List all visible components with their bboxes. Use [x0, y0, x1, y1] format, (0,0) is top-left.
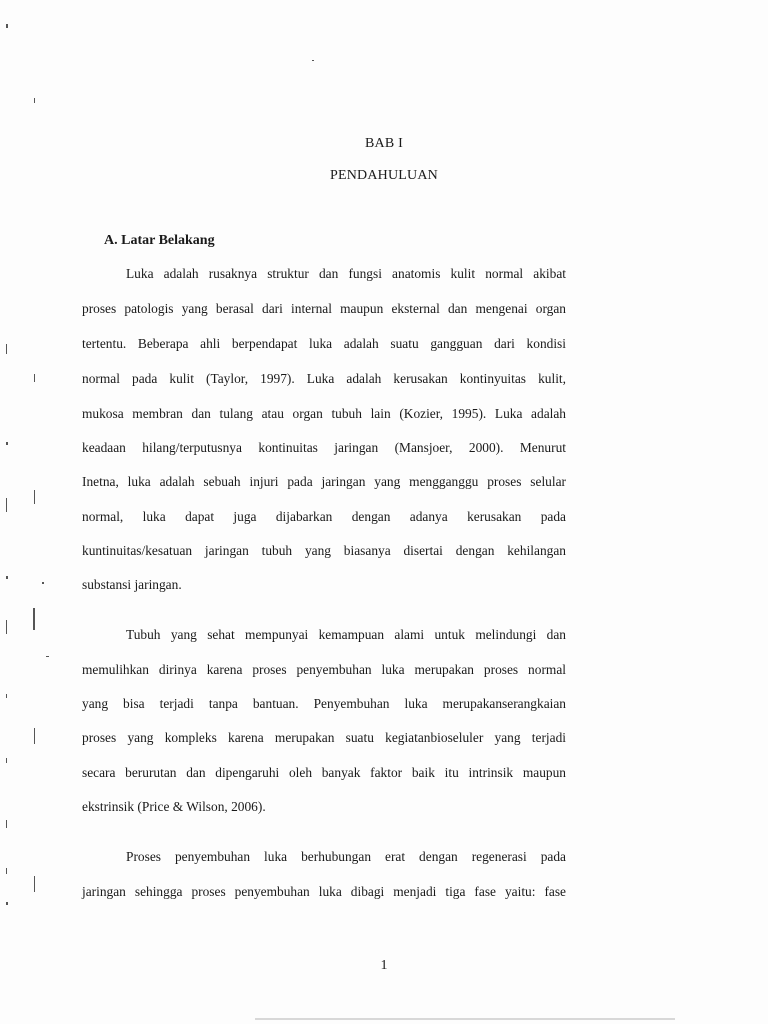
scan-speck: [6, 902, 8, 905]
scan-speck: [6, 758, 7, 763]
scan-speck: [34, 876, 35, 892]
chapter-title: PENDAHULUAN: [330, 168, 438, 183]
paragraph-1-line: Luka adalah rusaknya struktur dan fungsi anatomis kulit normal akibat: [126, 266, 566, 281]
scan-speck: [34, 490, 35, 504]
page-number: 1: [380, 958, 388, 973]
scan-edge: [255, 1018, 675, 1020]
scan-speck: [46, 656, 49, 657]
scan-speck: [6, 694, 7, 698]
scan-speck: [6, 24, 8, 28]
paragraph-2-line: yang bisa terjadi tanpa bantuan. Penyembuhan luka merupakanserangkaian: [82, 696, 566, 711]
paragraph-2-line: secara berurutan dan dipengaruhi oleh banyak faktor baik itu intrinsik maupun: [82, 765, 566, 780]
paragraph-1-line: keadaan hilang/terputusnya kontinuitas jaringan (Mansjoer, 2000). Menurut: [82, 440, 566, 455]
scan-speck: [6, 620, 7, 634]
scan-speck: [6, 868, 7, 874]
scan-speck: [6, 498, 7, 512]
paragraph-1-line: mukosa membran dan tulang atau organ tubuh lain (Kozier, 1995). Luka adalah: [82, 406, 566, 421]
paragraph-2-line: proses yang kompleks karena merupakan suatu kegiatanbioseluler yang terjadi: [82, 730, 566, 745]
scan-speck: [6, 344, 7, 354]
scan-speck: [6, 820, 7, 828]
scan-speck: [34, 728, 35, 744]
paragraph-3-line: Proses penyembuhan luka berhubungan erat dengan regenerasi pada: [126, 849, 566, 864]
paragraph-2-line: memulihkan dirinya karena proses penyembuhan luka merupakan proses normal: [82, 662, 566, 677]
scan-speck: [34, 98, 35, 103]
paragraph-1-line: Inetna, luka adalah sebuah injuri pada jaringan yang mengganggu proses selular: [82, 474, 566, 489]
scan-speck: [34, 374, 35, 382]
paragraph-3-line: jaringan sehingga proses penyembuhan luka dibagi menjadi tiga fase yaitu: fase: [82, 884, 566, 899]
scan-speck: [312, 60, 314, 61]
paragraph-2-line: Tubuh yang sehat mempunyai kemampuan alami untuk melindungi dan: [126, 627, 566, 642]
paragraph-2-line: ekstrinsik (Price & Wilson, 2006).: [82, 799, 266, 814]
paragraph-1-line: substansi jaringan.: [82, 577, 182, 592]
paragraph-1-line: tertentu. Beberapa ahli berpendapat luka adalah suatu gangguan dari kondisi: [82, 336, 566, 351]
scan-speck: [33, 608, 35, 630]
paragraph-1-line: normal, luka dapat juga dijabarkan dengan adanya kerusakan pada: [82, 509, 566, 524]
paragraph-1-line: proses patologis yang berasal dari internal maupun eksternal dan mengenai organ: [82, 301, 566, 316]
paragraph-1-line: normal pada kulit (Taylor, 1997). Luka adalah kerusakan kontinyuitas kulit,: [82, 371, 566, 386]
scan-speck: [42, 582, 44, 584]
scan-speck: [6, 576, 8, 579]
section-title: A. Latar Belakang: [104, 233, 215, 248]
chapter-heading: BAB I: [365, 136, 403, 151]
scan-speck: [6, 442, 8, 445]
paragraph-1-line: kuntinuitas/kesatuan jaringan tubuh yang biasanya disertai dengan kehilangan: [82, 543, 566, 558]
